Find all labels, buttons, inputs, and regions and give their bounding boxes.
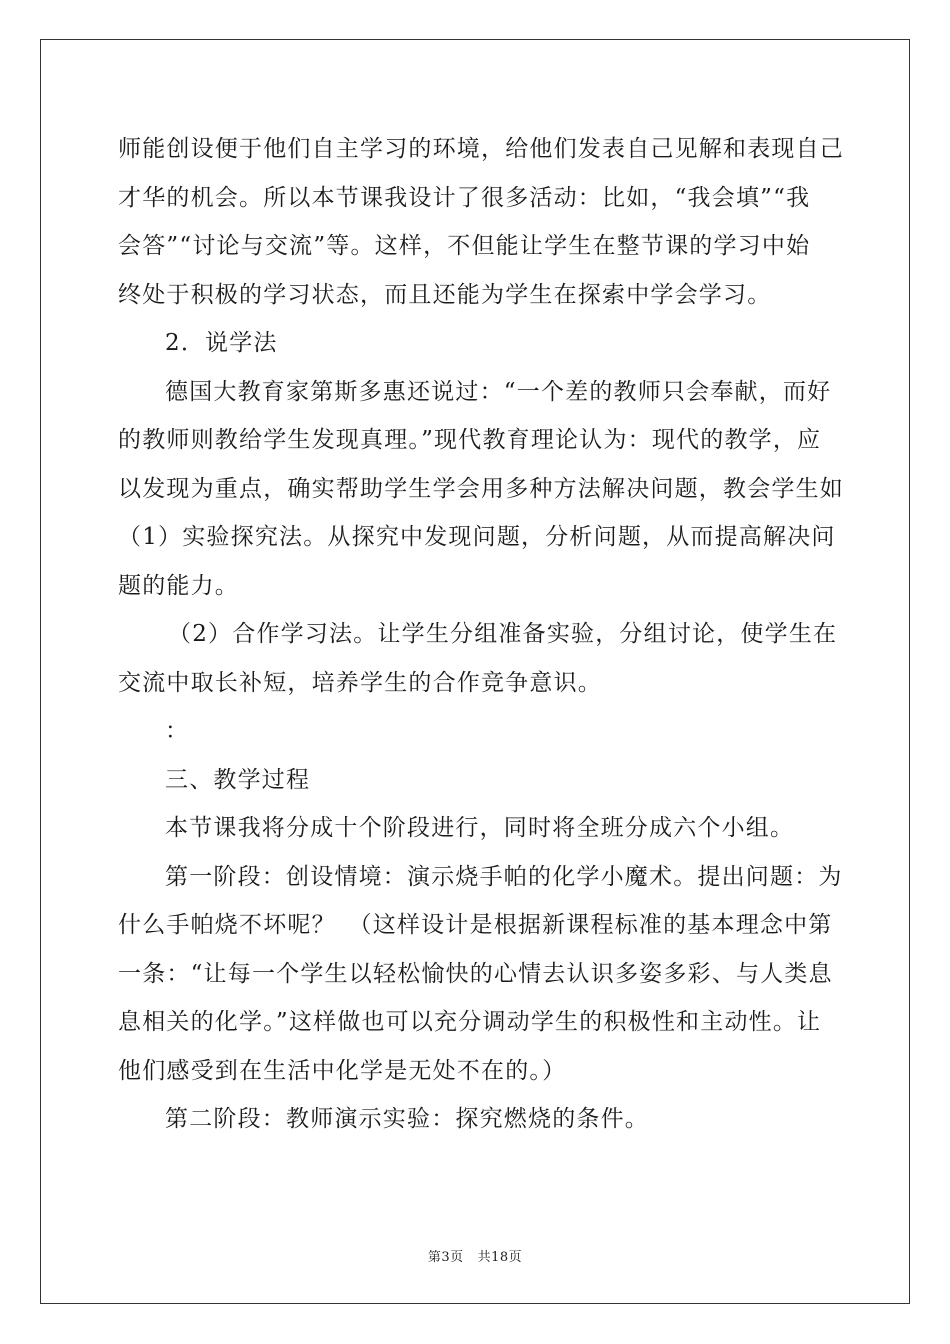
paragraph-line: 第一阶段：创设情境：演示烧手帕的化学小魔术。提出问题：为 (165, 863, 843, 890)
page-number: 第3页 (427, 1250, 464, 1265)
page-footer (0, 1246, 950, 1265)
paragraph-line: 才华的机会。所以本节课我设计了很多活动：比如，“我会填”“我 (118, 184, 811, 211)
paragraph-line: 交流中取长补短，培养学生的合作竞争意识。 (118, 669, 602, 696)
paragraph-line: 师能创设便于他们自主学习的环境，给他们发表自己见解和表现自己 (118, 136, 844, 162)
paragraph-line: 德国大教育家第斯多惠还说过：“一个差的教师只会奉献，而好 (165, 378, 832, 405)
paragraph-line: 息相关的化学。”这样做也可以充分调动学生的积极性和主动性。让 (118, 1009, 822, 1035)
paragraph-line: 他们感受到在生活中化学是无处不在的。） (118, 1057, 567, 1084)
paragraph-line: （2）合作学习法。让学生分组准备实验，分组讨论，使学生在 (168, 621, 838, 647)
paragraph-line: 本节课我将分成十个阶段进行，同时将全班分成六个小组。 (165, 815, 795, 841)
paragraph-line: 题的能力。 (118, 572, 239, 599)
paragraph-line: 一条：“让每一个学生以轻松愉快的心情去认识多姿多彩、与人类息 (118, 960, 833, 987)
document-body (118, 125, 844, 1144)
paragraph-line: 终处于积极的学习状态，而且还能为学生在探索中学会学习。 (118, 281, 772, 308)
page-total: 共18页 (477, 1250, 523, 1265)
paragraph-line: （1）实验探究法。从探究中发现问题，分析问题，从而提高解决问 (118, 524, 836, 550)
paragraph-line: 以发现为重点，确实帮助学生学会用多种方法解决问题，教会学生如 (118, 475, 844, 502)
paragraph-line: 的教师则教给学生发现真理。”现代教育理论认为：现代的教学，应 (118, 427, 822, 453)
paragraph-line: 会答”“讨论与交流”等。这样，不但能让学生在整节课的学习中始 (118, 233, 811, 259)
paragraph-line: ： (165, 718, 190, 744)
section-heading: 2．说学法 (165, 330, 278, 356)
section-heading: 三、教学过程 (165, 766, 311, 793)
paragraph-line: 第二阶段：教师演示实验：探究燃烧的条件。 (165, 1106, 649, 1132)
paragraph-line: 什么手帕烧不坏呢？ （这样设计是根据新课程标准的基本理念中第 (118, 912, 833, 938)
